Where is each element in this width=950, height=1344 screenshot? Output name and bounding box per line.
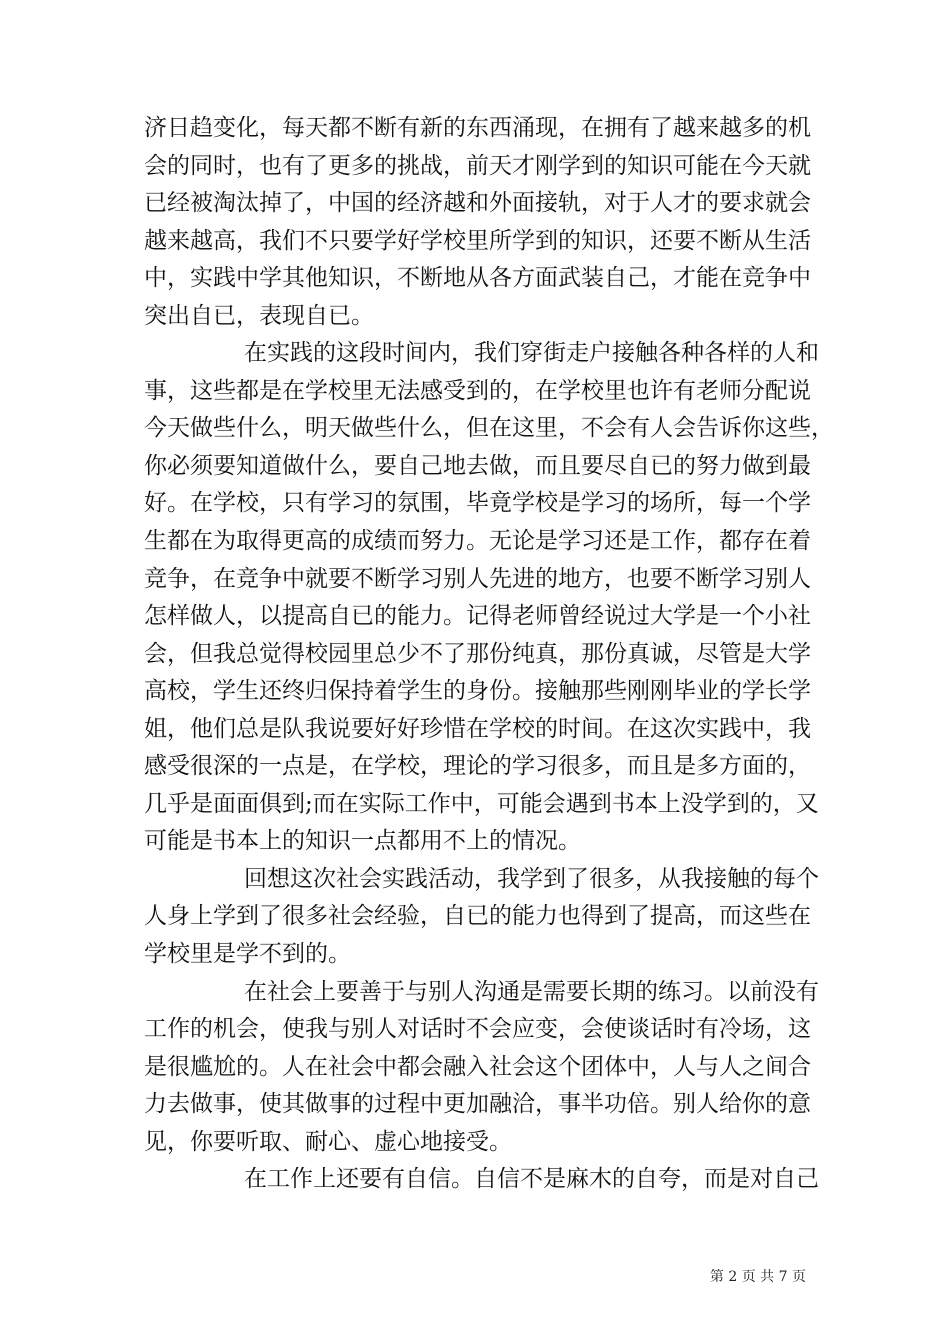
paragraph-start-line: 在实践的这段时间内，我们穿街走户接触各种各样的人和 (244, 340, 819, 367)
text-line: 可能是书本上的知识一点都用不上的情况。 (144, 828, 581, 855)
text-line: 几乎是面面俱到;而在实际工作中，可能会遇到书本上没学到的，又 (144, 790, 819, 817)
text-line: 今天做些什么，明天做些什么，但在这里，不会有人会告诉你这些， (144, 415, 834, 442)
text-line: 学校里是学不到的。 (144, 941, 351, 968)
paragraph-start-line: 在社会上要善于与别人沟通是需要长期的练习。以前没有 (244, 978, 819, 1005)
text-line: 高校，学生还终归保持着学生的身份。接触那些刚刚毕业的学长学 (144, 678, 811, 705)
paragraph-start-line: 回想这次社会实践活动，我学到了很多，从我接触的每个 (244, 865, 819, 892)
text-line: 工作的机会，使我与别人对话时不会应变，会使谈话时有冷场，这 (144, 1016, 811, 1043)
text-line: 力去做事，使其做事的过程中更加融洽，事半功倍。别人给你的意 (144, 1091, 811, 1118)
text-line: 中，实践中学其他知识，不断地从各方面武装自己，才能在竞争中 (144, 265, 811, 292)
text-line: 越来越高，我们不只要学好学校里所学到的知识，还要不断从生活 (144, 227, 811, 254)
text-line: 感受很深的一点是，在学校，理论的学习很多，而且是多方面的， (144, 753, 811, 780)
text-line: 生都在为取得更高的成绩而努力。无论是学习还是工作，都存在着 (144, 528, 811, 555)
text-line: 济日趋变化，每天都不断有新的东西涌现，在拥有了越来越多的机 (144, 115, 811, 141)
text-line: 是很尴尬的。人在社会中都会融入社会这个团体中，人与人之间合 (144, 1053, 811, 1080)
text-line: 好。在学校，只有学习的氛围，毕竟学校是学习的场所，每一个学 (144, 490, 811, 517)
text-line: 突出自已，表现自已。 (144, 302, 374, 329)
text-line: 你必须要知道做什么，要自己地去做，而且要尽自已的努力做到最 (144, 452, 811, 479)
text-line: 事，这些都是在学校里无法感受到的，在学校里也许有老师分配说 (144, 377, 811, 404)
text-line: 人身上学到了很多社会经验，自已的能力也得到了提高，而这些在 (144, 903, 811, 930)
text-line: 已经被淘汰掉了，中国的经济越和外面接轨，对于人才的要求就会 (144, 190, 811, 217)
text-line: 会的同时，也有了更多的挑战，前天才刚学到的知识可能在今天就 (144, 152, 811, 179)
text-line: 竞争，在竞争中就要不断学习别人先进的地方，也要不断学习别人 (144, 565, 811, 592)
text-line: 姐，他们总是队我说要好好珍惜在学校的时间。在这次实践中，我 (144, 715, 811, 742)
text-line: 会，但我总觉得校园里总少不了那份纯真，那份真诚，尽管是大学 (144, 640, 811, 667)
page-number-footer: 第 2 页 共 7 页 (709, 1269, 806, 1285)
text-line: 怎样做人，以提高自已的能力。记得老师曾经说过大学是一个小社 (144, 603, 811, 630)
paragraph-start-line: 在工作上还要有自信。自信不是麻木的自夸，而是对自己 (244, 1166, 819, 1193)
body-text (144, 110, 834, 1199)
text-line: 见，你要听取、耐心、虚心地接受。 (144, 1128, 512, 1155)
